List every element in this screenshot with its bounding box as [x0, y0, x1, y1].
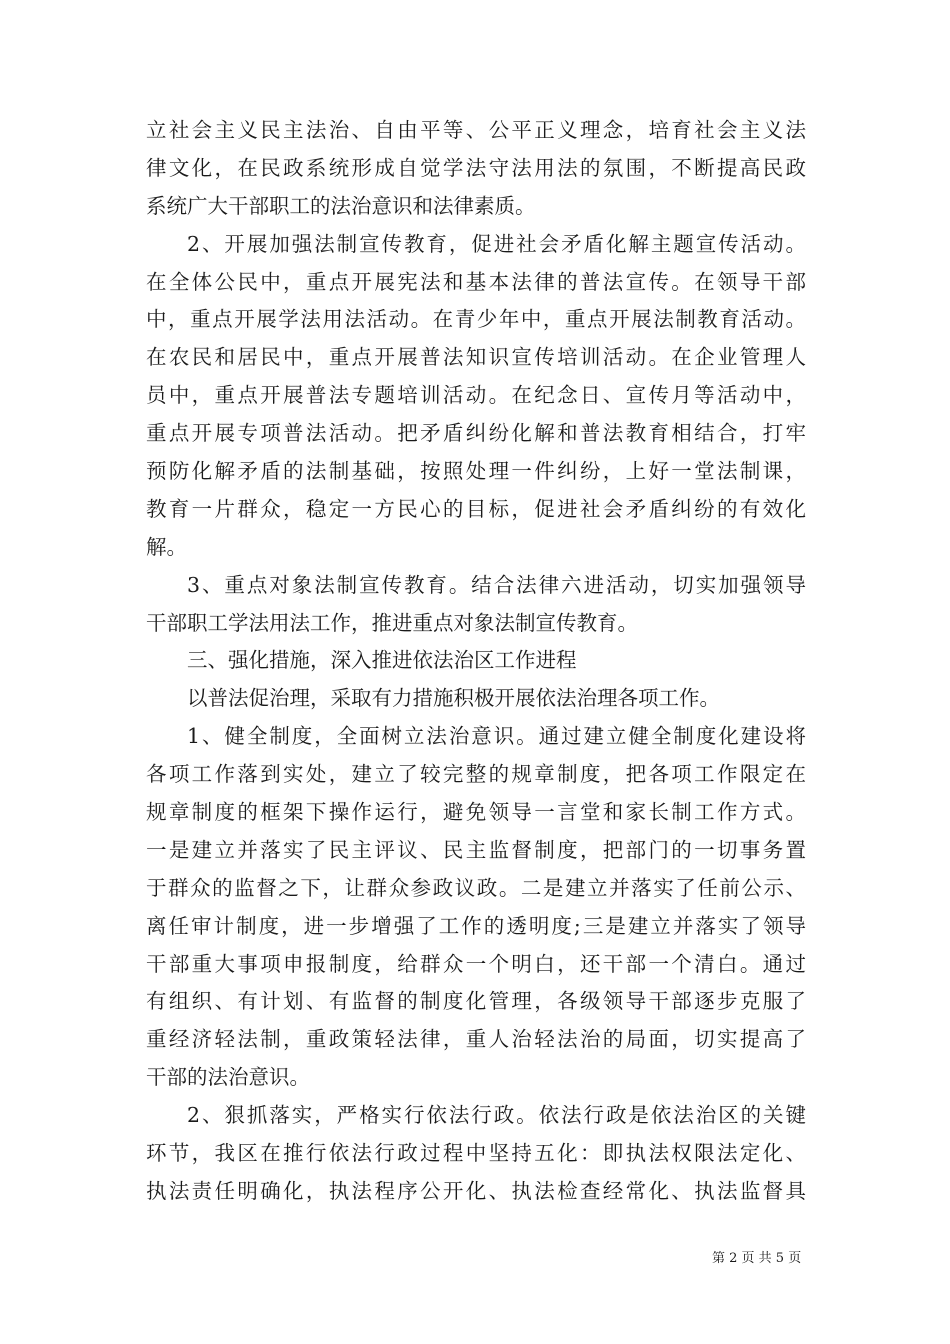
text-line: 一是建立并落实了民主评议、民主监督制度，把部门的一切事务置: [146, 837, 806, 862]
text-line: 重点开展专项普法活动。把矛盾纠纷化解和普法教育相结合，打牢: [146, 421, 806, 446]
text-line: 环节，我区在推行依法行政过程中坚持五化：即执法权限法定化、: [146, 1141, 806, 1166]
text-line: 各项工作落到实处，建立了较完整的规章制度，把各项工作限定在: [146, 762, 806, 787]
text-line: 执法责任明确化，执法程序公开化、执法检查经常化、执法监督具: [146, 1178, 806, 1203]
text-line: 干部的法治意识。: [146, 1065, 310, 1090]
text-line: 以普法促治理，采取有力措施积极开展依法治理各项工作。: [187, 686, 720, 711]
text-line: 在全体公民中，重点开展宪法和基本法律的普法宣传。在领导干部: [146, 269, 806, 294]
text-line: 教育一片群众，稳定一方民心的目标，促进社会矛盾纠纷的有效化: [146, 496, 806, 521]
text-line: 立社会主义民主法治、自由平等、公平正义理念，培育社会主义法: [146, 118, 806, 142]
text-line: 三、强化措施，深入推进依法治区工作进程: [187, 648, 577, 673]
page-number: 第 2 页 共 5 页: [712, 1251, 802, 1266]
body-text: [146, 112, 806, 1211]
text-line: 离任审计制度，进一步增强了工作的透明度;三是建立并落实了领导: [146, 913, 806, 938]
text-line: 解。: [146, 534, 187, 559]
text-line: 3、重点对象法制宣传教育。结合法律六进活动，切实加强领导: [187, 572, 806, 597]
text-line: 2、狠抓落实，严格实行依法行政。依法行政是依法治区的关键: [187, 1103, 806, 1128]
text-line: 有组织、有计划、有监督的制度化管理，各级领导干部逐步克服了: [146, 989, 806, 1014]
text-line: 于群众的监督之下，让群众参政议政。二是建立并落实了任前公示、: [146, 875, 806, 900]
text-line: 干部重大事项申报制度，给群众一个明白，还干部一个清白。通过: [146, 951, 806, 976]
text-line: 2、开展加强法制宣传教育，促进社会矛盾化解主题宣传活动。: [187, 231, 806, 256]
text-line: 干部职工学法用法工作，推进重点对象法制宣传教育。: [146, 610, 638, 635]
text-line: 中，重点开展学法用法活动。在青少年中，重点开展法制教育活动。: [146, 307, 806, 332]
text-line: 重经济轻法制，重政策轻法律，重人治轻法治的局面，切实提高了: [146, 1027, 806, 1052]
text-line: 律文化，在民政系统形成自觉学法守法用法的氛围，不断提高民政: [146, 155, 806, 180]
text-line: 预防化解矛盾的法制基础，按照处理一件纠纷，上好一堂法制课，: [146, 459, 806, 484]
text-line: 1、健全制度，全面树立法治意识。通过建立健全制度化建设将: [187, 724, 806, 749]
text-line: 系统广大干部职工的法治意识和法律素质。: [146, 193, 536, 218]
text-line: 员中，重点开展普法专题培训活动。在纪念日、宣传月等活动中，: [146, 383, 806, 408]
text-line: 规章制度的框架下操作运行，避免领导一言堂和家长制工作方式。: [146, 800, 806, 825]
text-line: 在农民和居民中，重点开展普法知识宣传培训活动。在企业管理人: [146, 345, 806, 370]
